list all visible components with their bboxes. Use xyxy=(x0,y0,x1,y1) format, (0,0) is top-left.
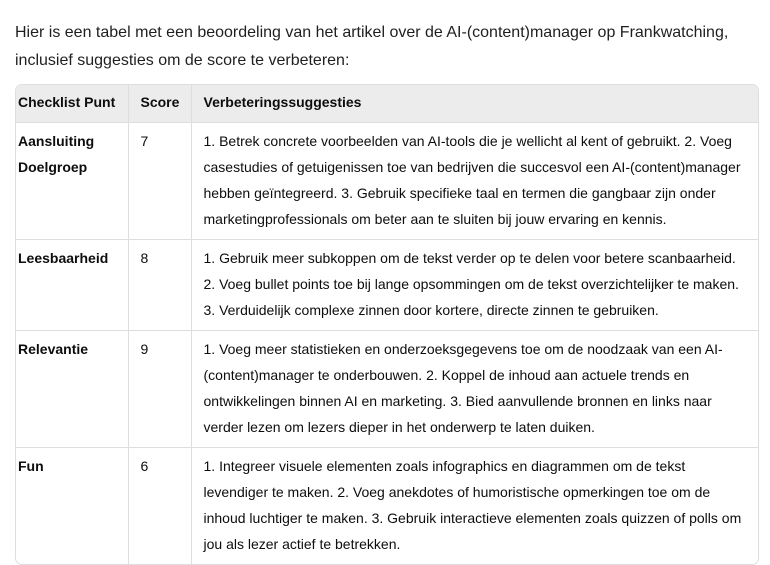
score-cell: 6 xyxy=(128,448,191,565)
table-row xyxy=(16,240,758,331)
suggestion-cell: 1. Gebruik meer subkoppen om de tekst verder op te delen voor betere scanbaarheid. 2. Voeg bullet points toe bij lange opsommingen om de tekst overzichtelijker te maken. 3. Verduidelijk complexe zinnen door kortere, directe zinnen te gebruiken. xyxy=(191,240,758,331)
checklist-point-cell: Fun xyxy=(16,448,128,565)
checklist-point-cell: Leesbaarheid xyxy=(16,240,128,331)
intro-text: Hier is een tabel met een beoordeling van het artikel over de AI-(content)manager op Frankwatching, inclusief suggesties om de score te verbeteren: xyxy=(15,24,729,69)
table-row xyxy=(16,448,758,565)
header-checklist-punt: Checklist Punt xyxy=(16,85,128,123)
evaluation-table xyxy=(16,85,758,564)
table-row xyxy=(16,123,758,240)
score-cell: 9 xyxy=(128,331,191,448)
table-row xyxy=(16,331,758,448)
table-header xyxy=(16,85,758,123)
evaluation-table-container xyxy=(15,84,759,565)
suggestion-cell: 1. Voeg meer statistieken en onderzoeksgegevens toe om de noodzaak van een AI-(content)manager te onderbouwen. 2. Koppel de inhoud aan actuele trends en ontwikkelingen binnen AI en marketing. 3. Bied aanvullende bronnen en links naar verder lezen om lezers dieper in het onderwerp te laten duiken. xyxy=(191,331,758,448)
header-row xyxy=(16,85,758,123)
checklist-point-cell: Aansluiting Doelgroep xyxy=(16,123,128,240)
header-score: Score xyxy=(128,85,191,123)
checklist-point-cell: Relevantie xyxy=(16,331,128,448)
suggestion-cell: 1. Betrek concrete voorbeelden van AI-tools die je wellicht al kent of gebruikt. 2. Voeg casestudies of getuigenissen toe van bedrijven die succesvol een AI-(content)manager hebben geïntegreerd. 3. Gebruik specifieke taal en termen die gangbaar zijn onder marketingprofessionals om beter aan te sluiten bij jouw ervaring en kennis. xyxy=(191,123,758,240)
header-verbeteringssuggesties: Verbeteringssuggesties xyxy=(191,85,758,123)
suggestion-cell: 1. Integreer visuele elementen zoals infographics en diagrammen om de tekst levendiger te maken. 2. Voeg anekdotes of humoristische opmerkingen toe om de inhoud luchtiger te maken. 3. Gebruik interactieve elementen zoals quizzen of polls om jou als lezer actief te betrekken. xyxy=(203,458,742,552)
score-cell: 8 xyxy=(128,240,191,331)
score-cell: 7 xyxy=(128,123,191,240)
table-body xyxy=(16,123,758,565)
